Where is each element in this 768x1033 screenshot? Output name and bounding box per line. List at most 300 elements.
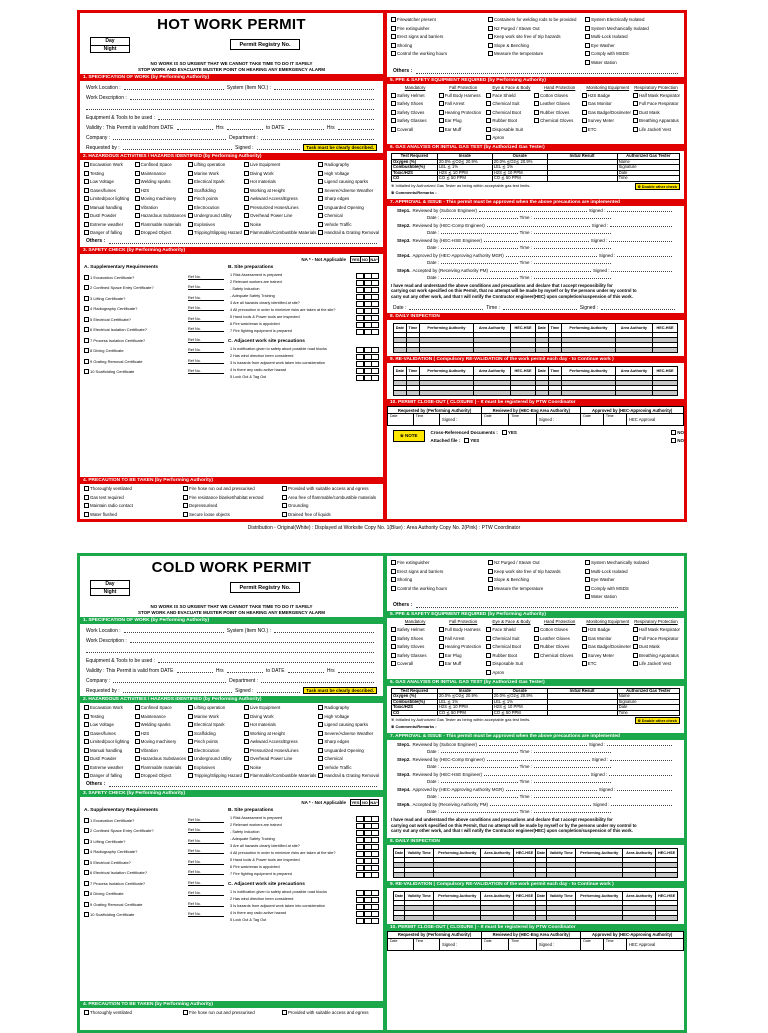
check-excavation-work[interactable] [84,704,133,711]
checkbox-icon[interactable] [135,188,140,193]
checkbox-icon[interactable] [318,722,323,727]
insp-cell[interactable] [623,915,656,920]
ref-no-field[interactable]: Ref No. [188,849,224,854]
check-noise[interactable] [244,764,316,771]
insp-cell[interactable] [562,348,616,353]
check-blank[interactable] [534,660,580,667]
yes-no-na-boxes[interactable] [357,918,379,924]
checkbox-icon[interactable] [318,162,323,167]
check-h2s-badge[interactable] [582,92,631,99]
check-depressurised[interactable] [183,502,280,509]
check-pressurized-hoses-lines[interactable] [244,204,316,211]
closeout-time[interactable]: Time [509,414,537,426]
ref-no-field[interactable]: Ref No. [188,348,224,353]
approval-step[interactable] [387,236,684,251]
insp-cell[interactable] [473,348,510,353]
closeout-date[interactable]: Date [581,414,604,426]
supplementary-item[interactable] [84,293,224,304]
approval-step[interactable] [387,755,684,770]
check-disposable-suit[interactable] [486,660,532,667]
check-radiography[interactable] [318,161,379,168]
check-gases-fumes[interactable] [84,730,133,737]
checkbox-icon[interactable] [84,912,89,917]
check-working-at-height[interactable] [244,187,316,194]
check-pressurized-hoses-lines[interactable] [244,747,316,754]
insp-cell[interactable] [653,391,678,396]
check-manual-handling[interactable] [84,204,133,211]
adjacent-item[interactable] [228,917,379,924]
adjacent-item[interactable] [228,889,379,896]
checkbox-icon[interactable] [135,213,140,218]
checkbox-icon[interactable] [486,661,491,666]
ref-no-field[interactable]: Ref No. [188,327,224,332]
checkbox-icon[interactable] [188,213,193,218]
check-sharp-edges[interactable] [318,738,379,745]
yes-no-na-boxes[interactable] [357,865,379,871]
checkbox-icon[interactable] [84,348,89,353]
checkbox-icon[interactable] [188,748,193,753]
check-shoring[interactable] [391,576,486,583]
checkbox-icon[interactable] [391,51,396,56]
insp-cell[interactable] [615,348,652,353]
checkbox-icon[interactable] [135,162,140,167]
check-overhead-power-line[interactable] [244,212,316,219]
check-erect-signs-and-barriers[interactable] [391,568,486,575]
checkbox-icon[interactable] [391,34,396,39]
checkbox-icon[interactable] [84,828,89,833]
check-control-the-working-hours[interactable] [391,585,486,592]
check-lifting-operation[interactable] [188,704,242,711]
closeout-signed[interactable]: Signed : [439,414,481,426]
checkbox-icon[interactable] [585,594,590,599]
check-keep-work-site-free-of-trip-hazards[interactable] [488,33,583,40]
check-vibration[interactable] [135,747,186,754]
closeout-signed[interactable]: HEC Approval [626,938,683,950]
insp-cell[interactable] [434,915,481,920]
check-safety-glasses[interactable] [391,117,437,124]
check-survey-meter[interactable] [582,117,631,124]
checkbox-icon[interactable] [84,891,89,896]
checkbox-icon[interactable] [391,560,396,565]
check-noise[interactable] [244,221,316,228]
checkbox-icon[interactable] [84,860,89,865]
insp-cell[interactable] [406,348,419,353]
company-row[interactable] [80,131,383,141]
checkbox-icon[interactable] [486,653,491,658]
checkbox-icon[interactable] [188,222,193,227]
checkbox-icon[interactable] [84,213,89,218]
yes-no-na-boxes[interactable] [357,301,379,307]
check-chemical-suit[interactable] [486,635,532,642]
checkbox-icon[interactable] [188,188,193,193]
checkbox-icon[interactable] [188,705,193,710]
check-measure-the-temperature[interactable] [488,50,583,57]
yes-no-na-boxes[interactable] [357,294,379,300]
closeout-signed[interactable]: Signed : [536,938,580,950]
check-flammable-materials[interactable] [135,221,186,228]
check-live-equipment[interactable] [244,704,316,711]
checkbox-icon[interactable] [633,636,638,641]
checkbox-icon[interactable] [585,560,590,565]
supplementary-item[interactable] [84,868,224,879]
yes-no-na-boxes[interactable] [357,375,379,381]
checkbox-icon[interactable] [188,179,193,184]
checkbox-icon[interactable] [244,171,249,176]
checkbox-icon[interactable] [84,327,89,332]
checkbox-icon[interactable] [391,577,396,582]
checkbox-icon[interactable] [318,714,323,719]
checkbox-icon[interactable] [135,705,140,710]
checkbox-icon[interactable] [188,230,193,235]
check-h2s[interactable] [135,730,186,737]
check-underground-utility[interactable] [188,755,242,762]
checkbox-icon[interactable] [84,188,89,193]
checkbox-icon[interactable] [244,213,249,218]
check-confined-space[interactable] [135,161,186,168]
checkbox-icon[interactable] [488,577,493,582]
site-prep-item[interactable] [228,843,379,850]
checkbox-icon[interactable] [84,296,89,301]
checkbox-icon[interactable] [135,748,140,753]
checkbox-icon[interactable] [84,722,89,727]
supplementary-item[interactable] [84,304,224,315]
checkbox-icon[interactable] [391,93,396,98]
check-safety-helmet[interactable] [391,92,437,99]
check-hearing-protection[interactable] [439,643,485,650]
checkbox-icon[interactable] [84,714,89,719]
check-hazardous-substances[interactable] [135,212,186,219]
ref-no-field[interactable]: Ref No. [188,881,224,886]
adjacent-item[interactable] [228,353,379,360]
checkbox-icon[interactable] [439,93,444,98]
checkbox-icon[interactable] [391,569,396,574]
check-eye-washer[interactable] [585,576,680,583]
supplementary-item[interactable] [84,857,224,868]
checkbox-icon[interactable] [84,818,89,823]
adjacent-item[interactable] [228,910,379,917]
check-slope-benching[interactable] [488,42,583,49]
ref-no-field[interactable]: Ref No. [188,828,224,833]
checkbox-icon[interactable] [633,110,638,115]
checkbox-icon[interactable] [188,739,193,744]
check-blank[interactable] [391,134,437,141]
check-disposable-suit[interactable] [486,126,532,133]
check-leather-gloves[interactable] [534,100,580,107]
insp-cell[interactable] [405,872,434,877]
check-scaffolding[interactable] [188,730,242,737]
checkbox-icon[interactable] [486,101,491,106]
checkbox-icon[interactable] [183,503,188,508]
insp-cell[interactable] [394,348,407,353]
check-etc[interactable] [582,660,631,667]
checkbox-icon[interactable] [84,171,89,176]
cross-ref-yes-checkbox[interactable] [502,430,507,435]
check-blank[interactable] [633,134,680,141]
adjacent-item[interactable] [228,360,379,367]
check-tripping-slipping-hazard[interactable] [188,772,242,779]
insp-cell[interactable] [420,348,474,353]
checkbox-icon[interactable] [486,127,491,132]
checkbox-icon[interactable] [488,43,493,48]
yes-no-na-boxes[interactable] [357,287,379,293]
check-hot-materials[interactable] [244,721,316,728]
insp-cell[interactable] [394,872,405,877]
adjacent-item[interactable] [228,346,379,353]
checkbox-icon[interactable] [188,722,193,727]
check-fire-hose-run-out-and-pressurised[interactable] [183,485,280,492]
check-n2-purged-steam-out[interactable] [488,559,583,566]
checkbox-icon[interactable] [84,748,89,753]
check-hearing-protection[interactable] [439,109,485,116]
check-cotton-gloves[interactable] [534,92,580,99]
checkbox-icon[interactable] [486,644,491,649]
check-fall-arrest[interactable] [439,635,485,642]
validity-row[interactable] [80,121,383,131]
site-prep-item[interactable] [228,857,379,864]
checkbox-icon[interactable] [318,171,323,176]
checkbox-icon[interactable] [582,110,587,115]
check-safety-gloves[interactable] [391,643,437,650]
closeout-signed[interactable]: Signed : [536,414,580,426]
checkbox-icon[interactable] [633,653,638,658]
site-prep-item[interactable] [228,871,379,878]
ref-no-field[interactable]: Ref No. [188,369,224,374]
checkbox-icon[interactable] [318,196,323,201]
check-marine-work[interactable] [188,713,242,720]
check-coverall[interactable] [391,126,437,133]
check-water-station[interactable] [585,59,680,66]
checkbox-icon[interactable] [84,849,89,854]
ref-no-field[interactable]: Ref No. [188,317,224,322]
site-prep-item[interactable] [228,300,379,307]
checkbox-icon[interactable] [244,196,249,201]
check-area-free-of-flammable-combustible-materials[interactable] [282,494,379,501]
check-face-shield[interactable] [486,92,532,99]
check-firewatcher-present[interactable] [391,16,486,23]
check-vibration[interactable] [135,204,186,211]
checkbox-icon[interactable] [188,731,193,736]
site-prep-item[interactable] [228,864,379,871]
yes-no-na-boxes[interactable] [357,816,379,822]
check-water-flushed[interactable] [84,511,181,518]
checkbox-icon[interactable] [183,495,188,500]
checkbox-icon[interactable] [534,653,539,658]
check-system-mechanically-isolated[interactable] [585,25,680,32]
checkbox-icon[interactable] [183,1010,188,1015]
checkbox-icon[interactable] [84,1010,89,1015]
ref-no-field[interactable]: Ref No. [188,891,224,896]
supplementary-item[interactable] [84,367,224,378]
insp-cell[interactable] [656,872,678,877]
checkbox-icon[interactable] [135,196,140,201]
checkbox-icon[interactable] [84,196,89,201]
check-etc[interactable] [582,126,631,133]
check-life-jacket-vest[interactable] [633,126,680,133]
check-chemical-gloves[interactable] [534,652,580,659]
approval-step[interactable] [387,785,684,800]
ref-no-field[interactable]: Ref No. [188,359,224,364]
check-explosives[interactable] [188,221,242,228]
checkbox-icon[interactable] [585,17,590,22]
check-fire-hose-run-out-and-pressurised[interactable] [183,1009,280,1016]
checkbox-icon[interactable] [244,714,249,719]
checkbox-icon[interactable] [188,162,193,167]
check-scaffolding[interactable] [188,187,242,194]
checkbox-icon[interactable] [391,43,396,48]
check-low-voltage[interactable] [84,178,133,185]
check-flammable-combustible-materials[interactable] [244,772,316,779]
check-chemical-boot[interactable] [486,643,532,650]
check-dust-mask[interactable] [633,643,680,650]
check-low-voltage[interactable] [84,721,133,728]
check-blank[interactable] [582,669,631,676]
closeout-time[interactable]: Time [603,938,626,950]
check-marine-work[interactable] [188,170,242,177]
checkbox-icon[interactable] [318,739,323,744]
check-shoring[interactable] [391,42,486,49]
yes-no-na-boxes[interactable] [357,280,379,286]
approval-step[interactable] [387,221,684,236]
site-prep-item[interactable] [228,822,379,829]
checkbox-icon[interactable] [244,731,249,736]
check-full-body-harness[interactable] [439,626,485,633]
checkbox-icon[interactable] [488,34,493,39]
checkbox-icon[interactable] [391,127,396,132]
supplementary-item[interactable] [84,335,224,346]
yes-no-na-boxes[interactable] [357,904,379,910]
check-coverall[interactable] [391,660,437,667]
check-blank[interactable] [582,134,631,141]
check-blank[interactable] [439,134,485,141]
check-pinch-points[interactable] [188,195,242,202]
checkbox-icon[interactable] [488,586,493,591]
yes-no-na-boxes[interactable] [357,273,379,279]
supplementary-item[interactable] [84,836,224,847]
check-full-body-harness[interactable] [439,92,485,99]
check-welding-sparks[interactable] [135,721,186,728]
check-chemical-gloves[interactable] [534,117,580,124]
checkbox-icon[interactable] [582,653,587,658]
check-excavation-work[interactable] [84,161,133,168]
check-water-station[interactable] [585,593,680,600]
supplementary-item[interactable] [84,325,224,336]
checkbox-icon[interactable] [486,118,491,123]
checkbox-icon[interactable] [244,765,249,770]
checkbox-icon[interactable] [84,285,89,290]
checkbox-icon[interactable] [84,902,89,907]
work-description-row[interactable] [80,91,383,101]
check-unguarded-opening[interactable] [318,747,379,754]
check-electrical-spark[interactable] [188,178,242,185]
checkbox-icon[interactable] [534,93,539,98]
check-h2s[interactable] [135,187,186,194]
supplementary-item[interactable] [84,878,224,889]
closeout-time[interactable]: Time [413,938,439,950]
checkbox-icon[interactable] [486,93,491,98]
insp-cell[interactable] [420,391,474,396]
yes-no-na-boxes[interactable] [357,315,379,321]
check-grounding[interactable] [282,502,379,509]
checkbox-icon[interactable] [84,839,89,844]
checkbox-icon[interactable] [84,765,89,770]
insp-cell[interactable] [434,872,481,877]
revalidation-table[interactable] [393,891,678,921]
check-maintain-radio-contact[interactable] [84,502,181,509]
ref-no-field[interactable]: Ref No. [188,870,224,875]
check-eye-washer[interactable] [585,42,680,49]
site-prep-item[interactable] [228,272,379,279]
check-gases-fumes[interactable] [84,187,133,194]
check-secure-loose-objects[interactable] [183,511,280,518]
supplementary-item[interactable] [84,272,224,283]
check-safety-glasses[interactable] [391,652,437,659]
checkbox-icon[interactable] [318,222,323,227]
supplementary-item[interactable] [84,356,224,367]
checkbox-icon[interactable] [244,230,249,235]
yes-no-na-boxes[interactable] [357,329,379,335]
ref-no-field[interactable]: Ref No. [188,839,224,844]
check-safety-helmet[interactable] [391,626,437,633]
yes-no-na-boxes[interactable] [357,911,379,917]
checkbox-icon[interactable] [534,110,539,115]
checkbox-icon[interactable] [534,636,539,641]
site-prep-item[interactable] [228,279,379,286]
check-multi-lock-isolated[interactable] [585,33,680,40]
supplementary-item[interactable] [84,847,224,858]
insp-cell[interactable] [514,915,536,920]
insp-cell[interactable] [535,391,548,396]
checkbox-icon[interactable] [84,486,89,491]
checkbox-icon[interactable] [244,756,249,761]
insp-cell[interactable] [656,915,678,920]
check-chemical-boot[interactable] [486,109,532,116]
closeout-date[interactable]: Date [581,938,604,950]
check-face-shield[interactable] [486,626,532,633]
check-extreme-weather[interactable] [84,221,133,228]
yes-no-na-boxes[interactable] [357,308,379,314]
checkbox-icon[interactable] [135,222,140,227]
check-gas-badge-dosimeter[interactable] [582,109,631,116]
permit-registry-no[interactable]: Permit Registry No. [230,39,300,50]
adjacent-item[interactable] [228,367,379,374]
day-night-box[interactable] [90,37,130,53]
checkbox-icon[interactable] [282,1010,287,1015]
check-manual-handling[interactable] [84,747,133,754]
checkbox-icon[interactable] [488,17,493,22]
check-fire-resistance-blanket-habitat-erected[interactable] [183,494,280,501]
check-tripping-slipping-hazard[interactable] [188,229,242,236]
check-maintenance[interactable] [135,713,186,720]
checkbox-icon[interactable] [534,627,539,632]
check-system-mechanically-isolated[interactable] [585,559,680,566]
checkbox-icon[interactable] [585,43,590,48]
checkbox-icon[interactable] [244,705,249,710]
checkbox-icon[interactable] [391,653,396,658]
checkbox-icon[interactable] [318,731,323,736]
check-blank[interactable] [534,134,580,141]
daily-inspection-table[interactable] [393,848,678,878]
checkbox-icon[interactable] [486,636,491,641]
check-thoroughly-ventilated[interactable] [84,1009,181,1016]
check-h2s-badge[interactable] [582,626,631,633]
check-chemical-suit[interactable] [486,100,532,107]
check-welding-sparks[interactable] [135,178,186,185]
checkbox-icon[interactable] [135,722,140,727]
checkbox-icon[interactable] [391,110,396,115]
check-flammable-combustible-materials[interactable] [244,229,316,236]
checkbox-icon[interactable] [84,881,89,886]
checkbox-icon[interactable] [183,486,188,491]
